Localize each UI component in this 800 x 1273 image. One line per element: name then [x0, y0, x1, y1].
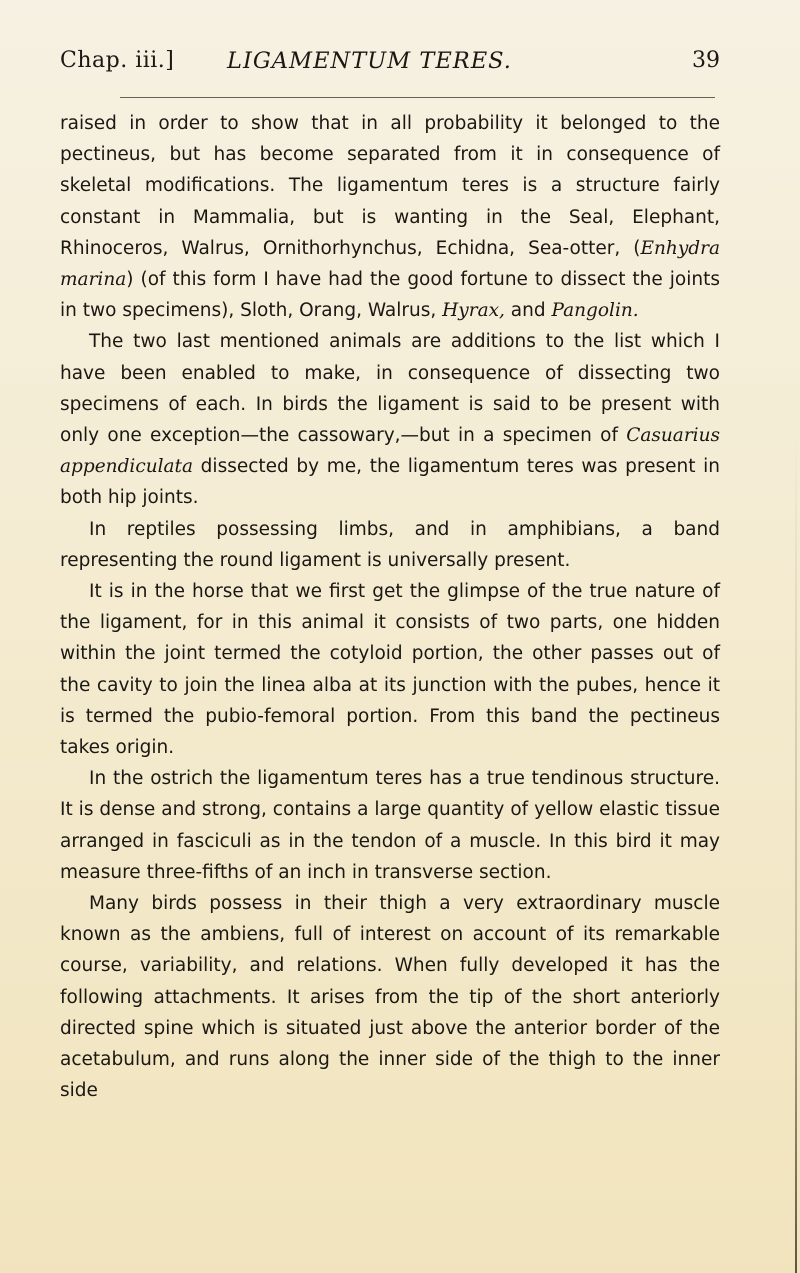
- text-run: and: [504, 300, 552, 322]
- header-rule: [120, 97, 715, 98]
- italic-text: Hyrax,: [442, 300, 505, 322]
- text-run: The two last mentioned animals are additions to the list which I have been enabled to make, in consequence of dissecting two specimens of each. In birds the ligament is said to be present with only one exception—the cassowary,—but in a specimen of: [60, 331, 720, 447]
- italic-text: Casuarius appendiculata: [60, 425, 720, 478]
- text-run: raised in order to show that in all probability it belonged to the pectineus, but has become separated from it in consequence of skeletal modifications. The ligamentum teres is a structure fairly constant in Mammalia, but is wanting in the Seal, Elephant, Rhinoceros, Walrus, Ornithorhynchus, Echidna, Sea-otter, (: [60, 113, 720, 259]
- page-header: [60, 48, 720, 88]
- paragraph: [60, 326, 720, 513]
- text-run: dissected by me, the ligamentum teres was present in both hip joints.: [60, 456, 720, 509]
- text-run: In the ostrich the ligamentum teres has a true tendinous structure. It is dense and strong, contains a large quantity of yellow elastic tissue arranged in fasciculi as in the tendon of a muscle. In this bird it may measure three-fifths of an inch in transverse section.: [60, 768, 720, 883]
- body-text: [60, 108, 720, 1107]
- page-edge-shadow: [795, 430, 797, 1273]
- paragraph: [60, 763, 720, 888]
- page-number: 39: [692, 48, 720, 73]
- text-run: ) (of this form I have had the good fortune to dissect the joints in two specimens), Sloth, Orang, Walrus,: [60, 269, 720, 322]
- paragraph: [60, 514, 720, 576]
- paragraph: [60, 576, 720, 763]
- running-title: LIGAMENTUM TERES.: [227, 48, 512, 74]
- paragraph: [60, 888, 720, 1106]
- italic-text: Enhydra marina: [60, 237, 720, 291]
- chapter-label: Chap. iii.]: [60, 48, 175, 73]
- italic-text: Pangolin.: [551, 300, 639, 322]
- text-run: It is in the horse that we first get the glimpse of the true nature of the ligament, for in this animal it consists of two parts, one hidden within the joint termed the cotyloid portion, the other passes out of the cavity to join the linea alba at its junction with the pubes, hence it is termed the pubio-femoral portion. From this band the pectineus takes origin.: [60, 581, 720, 759]
- text-run: Many birds possess in their thigh a very extraordinary muscle known as the ambiens, full of interest on account of its remarkable course, variability, and relations. When fully developed it has the following attachments. It arises from the tip of the short anteriorly directed spine which is situated just above the anterior border of the acetabulum, and runs along the inner side of the thigh to the inner side: [60, 893, 720, 1102]
- paragraph: [60, 108, 720, 326]
- text-run: In reptiles possessing limbs, and in amphibians, a band representing the round ligament is universally present.: [60, 518, 720, 571]
